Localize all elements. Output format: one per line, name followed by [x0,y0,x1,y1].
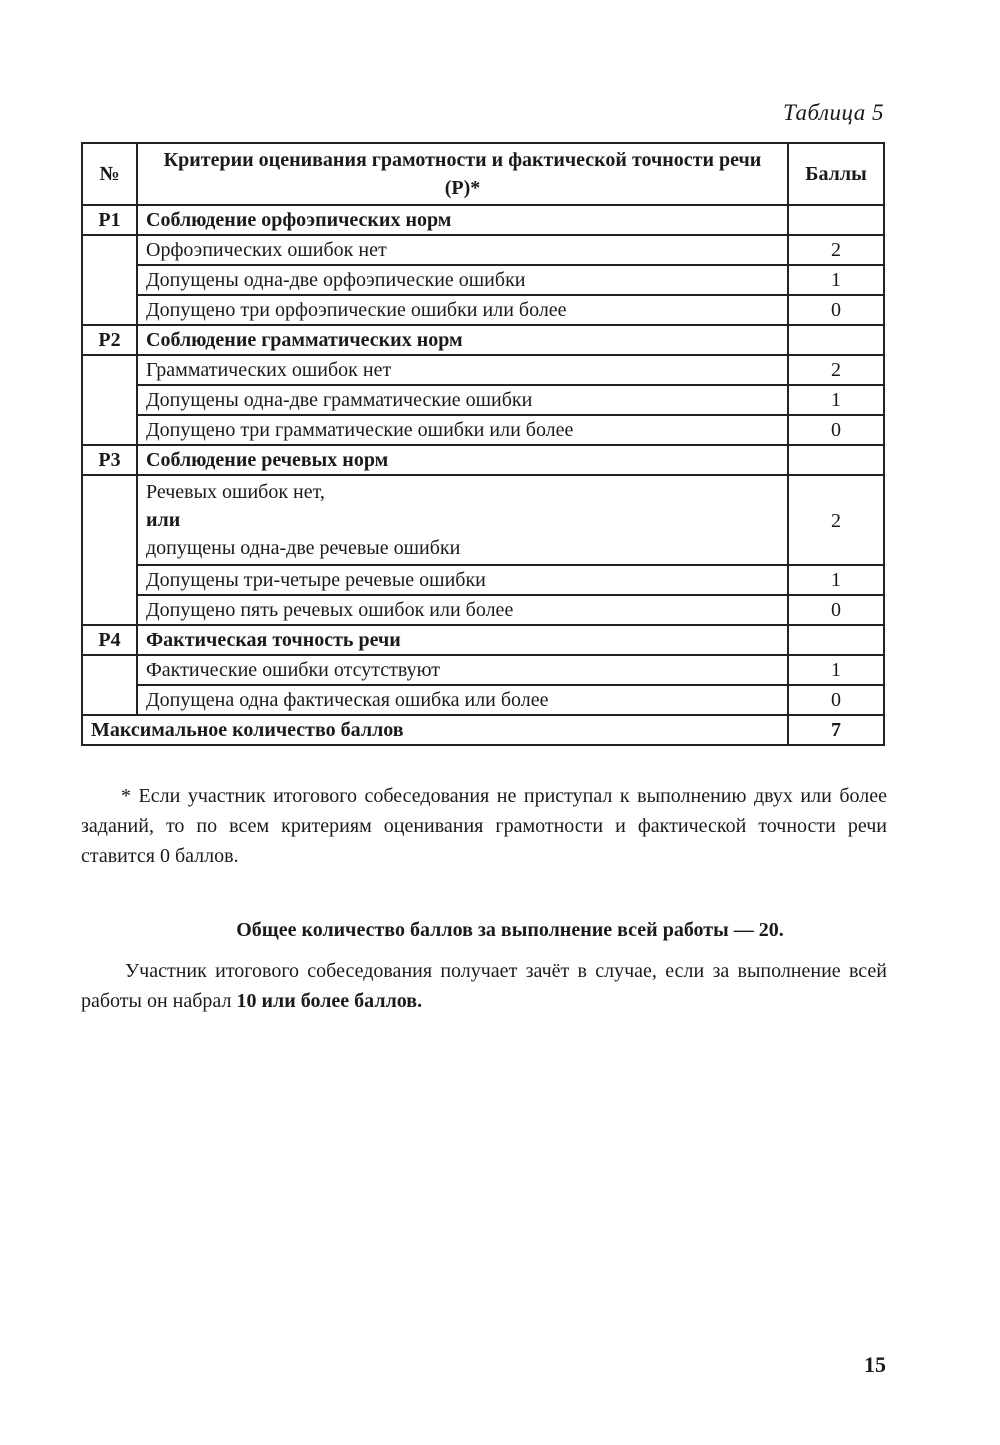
criterion-points: 2 [788,235,884,265]
criterion-points: 1 [788,565,884,595]
criterion-points: 0 [788,295,884,325]
criterion-line-3: допущены одна-две речевые ошибки [146,537,461,559]
total-points: 7 [788,715,884,745]
criterion-text: Грамматических ошибок нет [137,355,788,385]
criterion-points: 0 [788,595,884,625]
section-title: Соблюдение речевых норм [137,445,788,475]
empty-num-cell [82,655,137,715]
total-score-heading: Общее количество баллов за выполнение всей работы — 20. [236,919,784,941]
criterion-text: Допущено три орфоэпические ошибки или более [137,295,788,325]
empty-num-cell [82,355,137,445]
pass-condition [81,956,887,1016]
table-row [82,475,884,565]
table-row [82,385,884,415]
section-points [788,445,884,475]
section-points [788,625,884,655]
criteria-table [81,142,885,746]
criterion-points: 1 [788,265,884,295]
section-code: Р1 [82,205,137,235]
criterion-text: Допущено пять речевых ошибок или более [137,595,788,625]
header-criteria: Критерии оценивания грамотности и фактической точности речи (Р)* [137,143,788,205]
section-row-p3 [82,445,884,475]
criterion-points: 2 [788,355,884,385]
table-header-row [82,143,884,205]
footnote: * Если участник итогового собеседования не приступал к выполнению двух или более заданий, то по всем критериям оценивания грамотности и фактической точности речи ставится 0 баллов. [81,785,887,867]
section-title: Соблюдение грамматических норм [137,325,788,355]
criterion-line-1: Речевых ошибок нет, [146,481,325,503]
criterion-text-multiline [137,475,788,565]
section-points [788,205,884,235]
section-title: Фактическая точность речи [137,625,788,655]
total-row [82,715,884,745]
criterion-text: Фактические ошибки отсутствуют [137,655,788,685]
criterion-text: Допущены одна-две орфоэпические ошибки [137,265,788,295]
section-code: Р2 [82,325,137,355]
criterion-text: Допущены три-четыре речевые ошибки [137,565,788,595]
criterion-text: Орфоэпических ошибок нет [137,235,788,265]
criterion-points: 0 [788,685,884,715]
table-row [82,685,884,715]
table-row [82,265,884,295]
page-number: 15 [864,1352,886,1377]
table-row [82,415,884,445]
header-points: Баллы [788,143,884,205]
header-num: № [82,143,137,205]
table-row [82,595,884,625]
section-points [788,325,884,355]
table-row [82,565,884,595]
criterion-text: Допущено три грамматические ошибки или более [137,415,788,445]
table-row [82,295,884,325]
table-row [82,355,884,385]
pass-condition-bold: 10 или более баллов. [236,990,423,1012]
criterion-points: 1 [788,385,884,415]
table-row [82,655,884,685]
criterion-points: 1 [788,655,884,685]
criterion-text: Допущены одна-две грамматические ошибки [137,385,788,415]
section-code: Р3 [82,445,137,475]
table-row [82,235,884,265]
pass-condition-text: Участник итогового собеседования получает зачёт в случае, если за выполнение всей работы он набрал [81,960,887,1012]
table-caption: Таблица 5 [782,100,884,125]
criterion-text: Допущена одна фактическая ошибка или более [137,685,788,715]
section-code: Р4 [82,625,137,655]
section-row-p1 [82,205,884,235]
total-label: Максимальное количество баллов [82,715,788,745]
empty-num-cell [82,235,137,325]
criterion-line-or: или [146,509,181,531]
criterion-points: 2 [788,475,884,565]
empty-num-cell [82,475,137,625]
criterion-points: 0 [788,415,884,445]
section-title: Соблюдение орфоэпических норм [137,205,788,235]
section-row-p2 [82,325,884,355]
section-row-p4 [82,625,884,655]
